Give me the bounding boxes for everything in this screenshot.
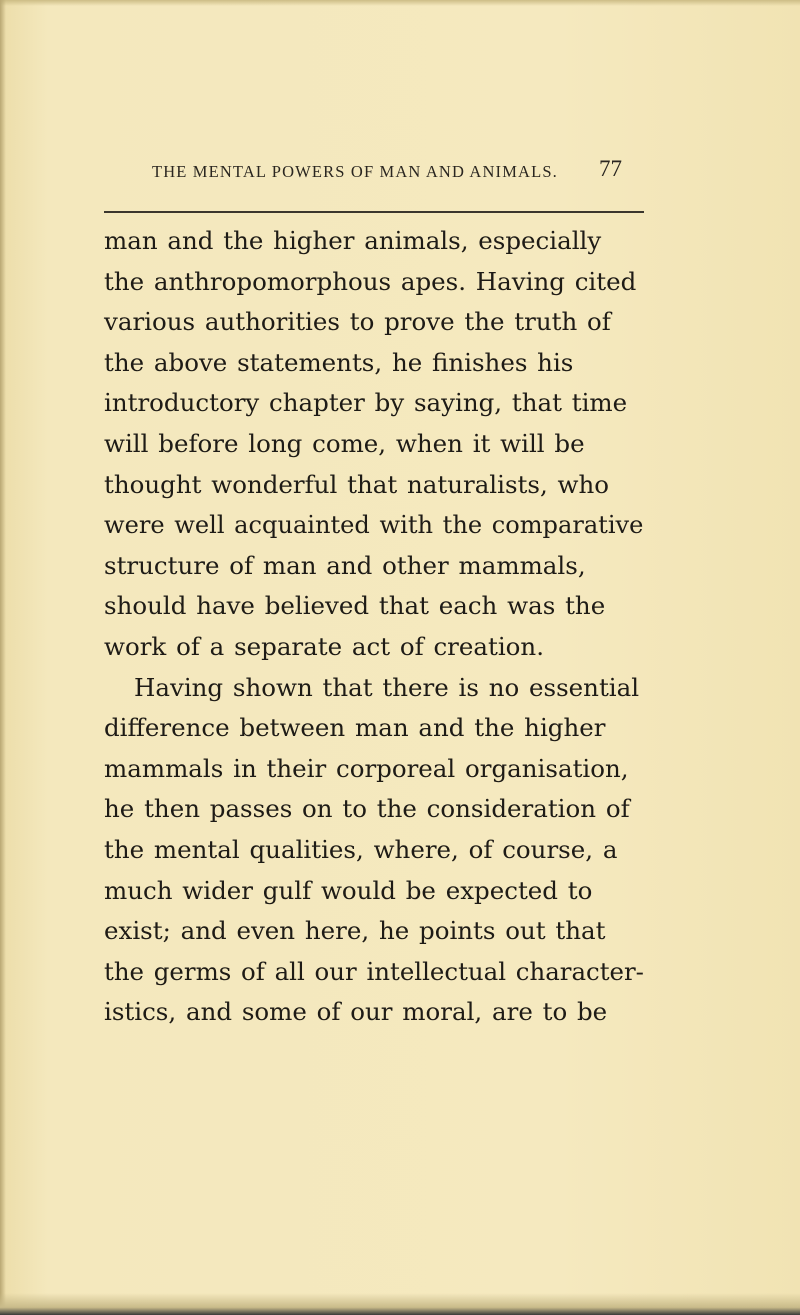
text-line: the above statements, he finishes his (104, 347, 574, 377)
text-line: difference between man and the higher (104, 713, 606, 743)
page-number: 77 (599, 156, 622, 181)
text-line: various authorities to prove the truth of (104, 307, 611, 337)
paragraph-start-line: Having shown that there is no essential (134, 672, 640, 702)
text-line: exist; and even here, he points out that (104, 916, 606, 946)
body-text (104, 221, 664, 1033)
page-header (152, 158, 622, 186)
page-top-shadow (0, 0, 800, 6)
text-line: mammals in their corporeal organisation, (104, 753, 629, 783)
text-line: man and the higher animals, especially (104, 226, 602, 255)
text-line: the germs of all our intellectual character- (104, 956, 644, 986)
text-line: he then passes on to the consideration of (104, 794, 630, 824)
text-line: thought wonderful that naturalists, who (104, 469, 610, 499)
text-line: istics, and some of our moral, are to be (104, 997, 608, 1027)
text-line: should have believed that each was the (104, 591, 606, 621)
text-line: were well acquainted with the comparative (104, 511, 644, 540)
text-line: structure of man and other mammals, (104, 550, 586, 580)
text-line: will before long come, when it will be (104, 428, 585, 458)
page-bottom-edge (0, 1293, 800, 1315)
text-line: work of a separate act of creation. (104, 631, 544, 661)
text-line: the mental qualities, where, of course, a (104, 834, 618, 864)
text-line: much wider gulf would be expected to (104, 875, 593, 905)
text-line: the anthropomorphous apes. Having cited (104, 266, 637, 296)
page-binding-shadow (0, 0, 6, 1315)
running-head: THE MENTAL POWERS OF MAN AND ANIMALS. (152, 162, 558, 181)
header-rule (104, 211, 644, 213)
text-line: introductory chapter by saying, that time (104, 388, 628, 418)
